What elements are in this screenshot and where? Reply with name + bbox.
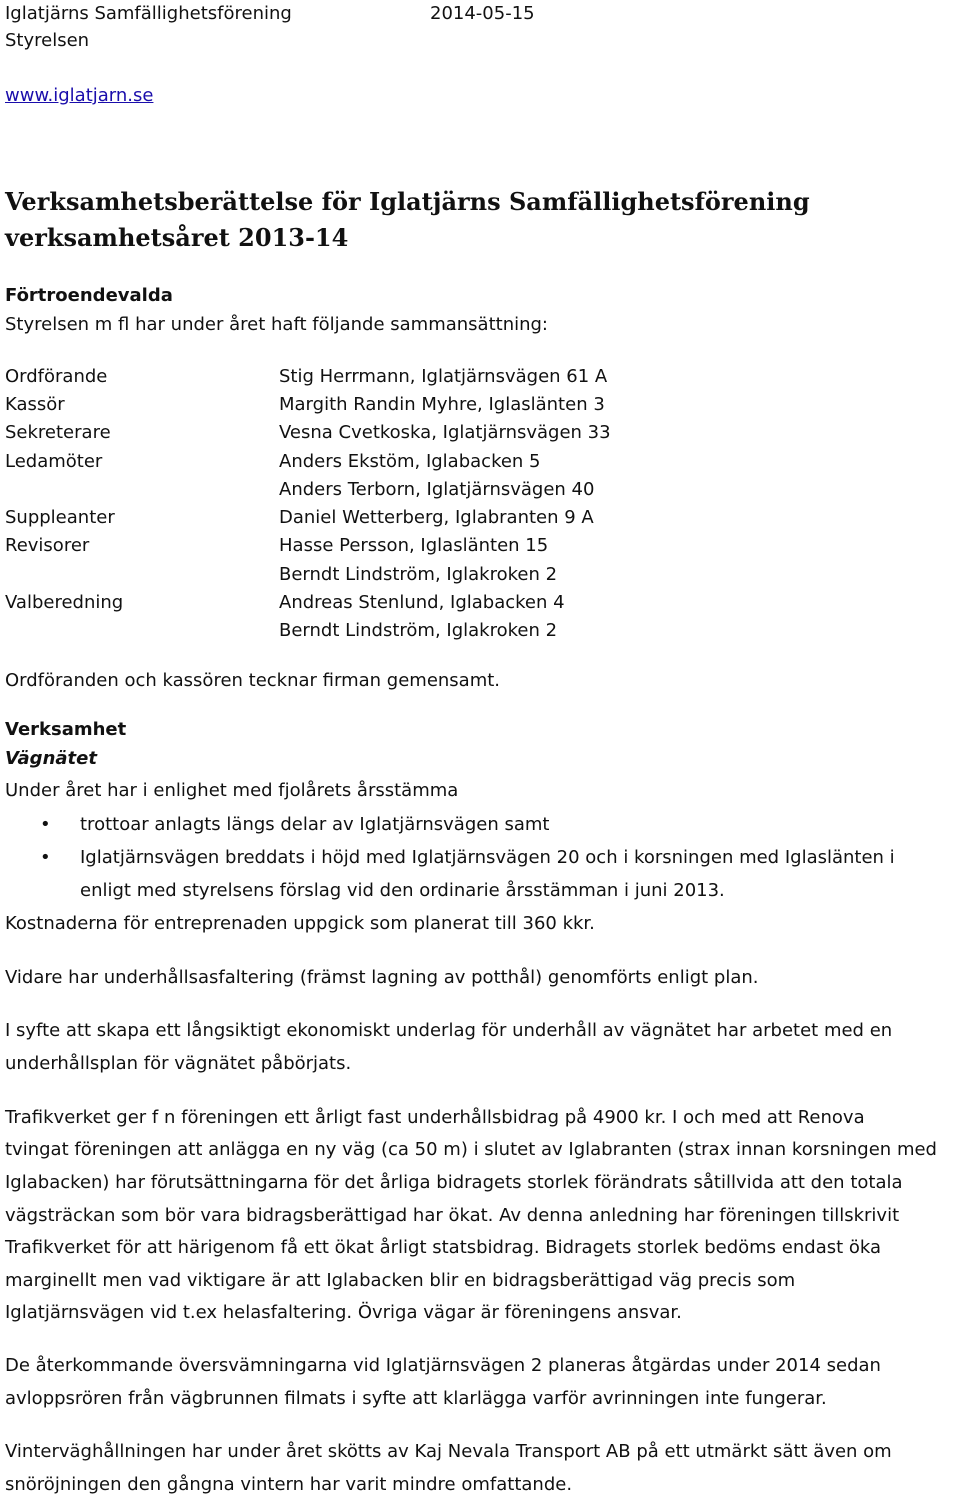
paragraph-flooding: De återkommande översvämningarna vid Iglatjärnsvägen 2 planeras åtgärdas under 2014 sedan	[5, 1355, 881, 1376]
member-role: Revisorer	[5, 535, 90, 556]
list-item: Iglatjärnsvägen breddats i höjd med Iglatjärnsvägen 20 och i korsningen med Iglaslänten i	[80, 847, 895, 868]
member-role: Ordförande	[5, 366, 108, 387]
paragraph-trafikverket: marginellt men vad viktigare är att Iglabacken blir en bidragsberättigad väg precis som	[5, 1270, 796, 1291]
paragraph-winter: Vinterväghållningen har under året skötts av Kaj Nevala Transport AB på ett utmärkt sätt även om	[5, 1441, 892, 1462]
paragraph-maintenance-plan: underhållsplan för vägnätet påbörjats.	[5, 1053, 352, 1074]
paragraph-trafikverket: Trafikverket för att härigenom få ett ökat årligt statsbidrag. Bidragets storlek bedöms endast öka	[5, 1237, 882, 1258]
signing-statement: Ordföranden och kassören tecknar firman gemensamt.	[5, 670, 501, 691]
member-person: Anders Ekstöm, Iglabacken 5	[279, 451, 541, 472]
paragraph-winter: snöröjningen den gångna vintern har varit mindre omfattande.	[5, 1474, 573, 1495]
document-title-line2: verksamhetsåret 2013-14	[5, 223, 349, 252]
bullet-icon: •	[40, 847, 51, 868]
paragraph-trafikverket: Iglabacken) har förutsättningarna för det årliga bidragets storlek förändrats såtillvida att den totala	[5, 1172, 903, 1193]
member-person: Daniel Wetterberg, Iglabranten 9 A	[279, 507, 594, 528]
paragraph-flooding: avloppsrören från vägbrunnen filmats i syfte att klarlägga varför avrinningen inte fungerar.	[5, 1388, 827, 1409]
subheading-vagnatet: Vägnätet	[5, 748, 97, 769]
document-date: 2014-05-15	[430, 3, 535, 24]
member-person: Margith Randin Myhre, Iglaslänten 3	[279, 394, 605, 415]
member-person: Andreas Stenlund, Iglabacken 4	[279, 592, 565, 613]
bullet-icon: •	[40, 814, 51, 835]
document-title-line1: Verksamhetsberättelse för Iglatjärns Samfällighetsförening	[5, 187, 810, 216]
member-person: Stig Herrmann, Iglatjärnsvägen 61 A	[279, 366, 608, 387]
org-name: Iglatjärns Samfällighetsförening	[5, 3, 292, 24]
board-name: Styrelsen	[5, 30, 90, 51]
member-person: Vesna Cvetkoska, Iglatjärnsvägen 33	[279, 422, 611, 443]
member-role: Sekreterare	[5, 422, 111, 443]
section-heading-verksamhet: Verksamhet	[5, 719, 127, 740]
fortroendevalda-intro: Styrelsen m fl har under året haft följande sammansättning:	[5, 314, 548, 335]
member-person: Hasse Persson, Iglaslänten 15	[279, 535, 549, 556]
member-role: Valberedning	[5, 592, 124, 613]
paragraph-trafikverket: Iglatjärnsvägen vid t.ex helasfaltering. Övriga vägar är föreningens ansvar.	[5, 1302, 682, 1323]
member-person: Berndt Lindström, Iglakroken 2	[279, 620, 558, 641]
verksamhet-intro: Under året har i enlighet med fjolårets årsstämma	[5, 780, 459, 801]
list-item: trottoar anlagts längs delar av Iglatjärnsvägen samt	[80, 814, 550, 835]
section-heading-fortroendevalda: Förtroendevalda	[5, 285, 173, 306]
paragraph-trafikverket: vägsträckan som bör vara bidragsberättigad har ökat. Av denna anledning har föreningen tillskrivit	[5, 1205, 900, 1226]
member-person: Anders Terborn, Iglatjärnsvägen 40	[279, 479, 595, 500]
list-item-continuation: enligt med styrelsens förslag vid den ordinarie årsstämman i juni 2013.	[80, 880, 725, 901]
paragraph-cost: Kostnaderna för entreprenaden uppgick som planerat till 360 kkr.	[5, 913, 595, 934]
paragraph-trafikverket: tvingat föreningen att anlägga en ny väg (ca 50 m) i slutet av Iglabranten (strax innan korsningen med	[5, 1139, 937, 1160]
member-person: Berndt Lindström, Iglakroken 2	[279, 564, 558, 585]
member-role: Suppleanter	[5, 507, 115, 528]
member-role: Kassör	[5, 394, 65, 415]
paragraph-trafikverket: Trafikverket ger f n föreningen ett årligt fast underhållsbidrag på 4900 kr. I och med att Renova	[5, 1107, 865, 1128]
paragraph-maintenance-plan: I syfte att skapa ett långsiktigt ekonomiskt underlag för underhåll av vägnätet har arbetet med en	[5, 1020, 893, 1041]
website-link[interactable]: www.iglatjarn.se	[5, 85, 154, 106]
paragraph-asphalt: Vidare har underhållsasfaltering (främst lagning av potthål) genomförts enligt plan.	[5, 967, 759, 988]
member-role: Ledamöter	[5, 451, 103, 472]
